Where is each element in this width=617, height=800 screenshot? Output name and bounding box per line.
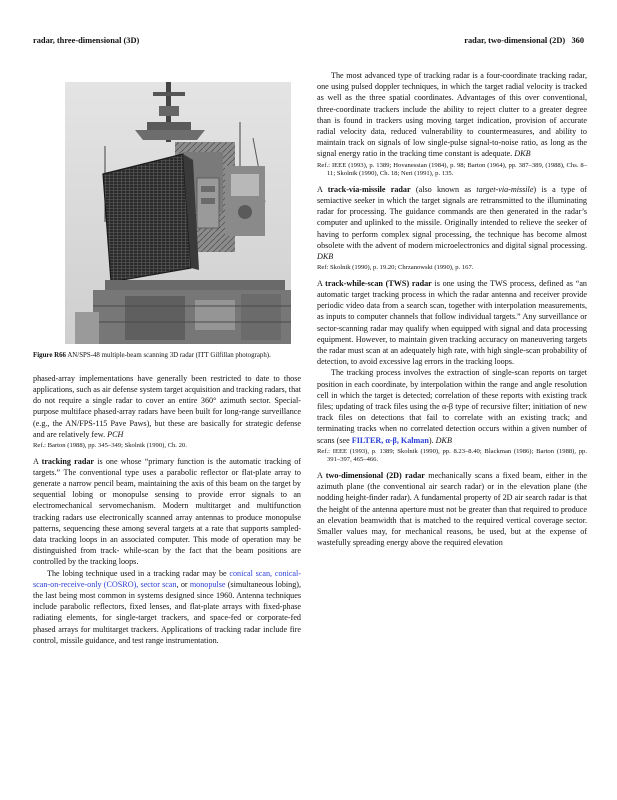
page-number: 360	[571, 36, 584, 45]
paragraph-text: (also known as	[415, 184, 472, 194]
article: A	[317, 278, 323, 288]
paragraph	[33, 568, 301, 646]
paragraph-text: ).	[428, 435, 434, 445]
term-two-dimensional-radar: two-dimensional (2D) radar	[325, 471, 425, 481]
running-header-right-title: radar, two-dimensional (2D)	[464, 36, 566, 45]
entry-two-dimensional-radar	[317, 470, 587, 548]
paragraph	[33, 373, 301, 440]
entry-track-while-scan	[317, 278, 587, 368]
paragraph	[317, 70, 587, 160]
right-column	[317, 70, 587, 548]
paragraph-text: is one using the TWS process, defined as “an automatic target tracking process in which the radar antenna and receiver provide periodic video data from a search scan, together with interpolation measurements, as inputs to computer channels that follow individual targets.” Any surveillance or sector-scanning radar may qualify when equipped with signal and data processing equipment. However, to maintain given tracking accuracy on maneuvering targets the radar must scan at an adequately high rate, with high single-scan probability of detection, to avoid excessive lag errors in the tracking loops.	[317, 278, 587, 367]
paragraph-text: phased-array implementations have generally been restricted to date to those applications, such as air defense system target acquisition and tracking radars, that do not require a single radar to cover an entire 360° azimuth sector. Special-purpose multiface phased-array radars have been built for long-range surveillance (e.g., the AN/FPS-115 Pave Paws), but these are basically for strategic defense and are relatively few.	[33, 373, 301, 439]
term-tracking-radar: tracking radar	[41, 456, 95, 466]
reference: Ref: Skolnik (1990), p. 19.20; Chrzanowski (1990), p. 167.	[317, 264, 474, 272]
entry-track-via-missile	[317, 184, 587, 262]
author-initials: DKB	[435, 435, 452, 445]
radar-antenna-photo	[65, 82, 291, 344]
running-header-right	[464, 36, 584, 45]
entry-tracking-radar	[33, 456, 301, 568]
paragraph-text: mechanically scans a fixed beam, either in the azimuth plane (the conventional air search radar) or in the elevation plane (the nodding height-finder radar). A fundamental property of 2D air search radar is that the height of the antenna aperture must not be greater than that required to produce an elevation beamwidth that is matched to the required vertical coverage sector. Smaller values may, for mechanical reasons, be used, but at the expense of wastefully spreading energy above the required elevation	[317, 471, 588, 548]
paragraph-text: The lobing technique used in a tracking radar may be	[47, 568, 227, 578]
paragraph-text: (simultaneous lobing), the last being most common in systems designed since 1960. Antenna techniques include parabolic reflectors, fixed lenses, and flat-plate arrays with fixed-phase radiating elements, for single-target trackers, and space-fed or corporate-fed phased arrays for multitarget trackers. Applications of tracking radar include fire control, missile guidance, and test range instrumentation.	[33, 579, 301, 645]
link-conical-scan[interactable]: conical scan, conical-scan-on-receive-only (COSRO), sector scan	[33, 568, 302, 589]
paragraph-text: The most advanced type of tracking radar is a four-coordinate tracking radar, one using pulsed doppler techniques, in which the target radial velocity is tracked as well as the three spatial coordinates. Advantages of this over conventional, three-coordinate trackers include the ability to reject clutter to a greater degree than is found in trackers using moving target indication, provision of accurate radial velocity data, reduced vulnerability to countermeasures, and ability to maintain track on signals of low single-pulse signal-to-noise ratio, as long as the signal energy ratio in the tracking time constant is adequate.	[317, 71, 587, 159]
term-track-while-scan: track-while-scan (TWS) radar	[325, 278, 432, 288]
running-header-left: radar, three-dimensional (3D)	[33, 36, 140, 45]
paragraph	[317, 367, 587, 445]
link-monopulse[interactable]: monopulse	[189, 579, 226, 589]
term-track-via-missile: track-via-missile radar	[327, 184, 411, 194]
term-alias: target-via-missile	[476, 184, 534, 194]
article: A	[33, 456, 39, 466]
article: A	[317, 471, 323, 481]
link-filter-alpha-beta-kalman[interactable]: FILTER, α-β, Kalman	[351, 435, 429, 445]
figure-caption	[33, 352, 301, 361]
reference: Ref.: IEEE (1993), p. 1389; Skolnik (1990), pp. 8.23–8.40; Blackman (1986); Barton (1988), pp. 391–397, 465–466.	[317, 447, 587, 464]
radar-photo-illustration	[65, 82, 291, 344]
article: A	[317, 184, 323, 194]
author-initials: DKB	[514, 149, 531, 159]
paragraph-text: The tracking process involves the extraction of single-scan reports on target position in each coordinate, by interpolation within the range and angle resolution cell in which the target is detected; correlation of these reports with existing track files; updating of track files using the α-β type of recursive filter; initiation of new track files on detections that fail to correlate with an existing track; and terminating tracks when no correlated detection occurs within a given number of scans (see	[317, 368, 587, 445]
author-initials: PCH	[107, 429, 124, 439]
figure-caption-text: AN/SPS-48 multiple-beam scanning 3D radar (ITT Gilfillan photograph).	[67, 352, 271, 359]
paragraph-text: is one whose “primary function is the automatic tracking of targets.” The conventional type uses a parabolic reflector or flat-plate array to generate a narrow pencil beam, maintaining the axis of this beam on the target by sequential lobing or monopulse sensing to provide error signals to an electromechanical servomechanism. Modern multitarget and multifunction tracking radars use electronically scanned array antennas to produce monopulse patterns, sequencing these among several targets at a rate that supports sampled-data tracking loops in an associated computer. This mode of operation may be distinguished from track- while-scan by the fact that the beam positions are controlled by the tracking loops.	[33, 456, 302, 567]
author-initials: DKB	[317, 252, 334, 262]
reference: Ref.: IEEE (1993), p. 1389; Hovanessian (1984), p. 98; Barton (1964), pp. 387–389, (1988), Chs. 8–11; Skolnik (1990), Ch. 18; Neri (1991), p. 135.	[317, 161, 587, 178]
paragraph-text: , or	[176, 579, 188, 589]
figure-label: Figure R66	[33, 352, 66, 359]
paragraph-text: ) is a type of semiactive seeker in which the target signals are retransmitted to the illuminating radar for processing. The guidance commands are then generated in the radar’s computer and uplinked to the missile. Originally intended to relieve the seeker of having to perform complex signal processing, the technique has become almost obsolete with the advent of modern microelectronics and digital signal processing.	[317, 184, 588, 250]
left-column	[33, 70, 301, 646]
reference: Ref.: Barton (1988), pp. 345–349; Skolnik (1990), Ch. 20.	[33, 442, 187, 450]
